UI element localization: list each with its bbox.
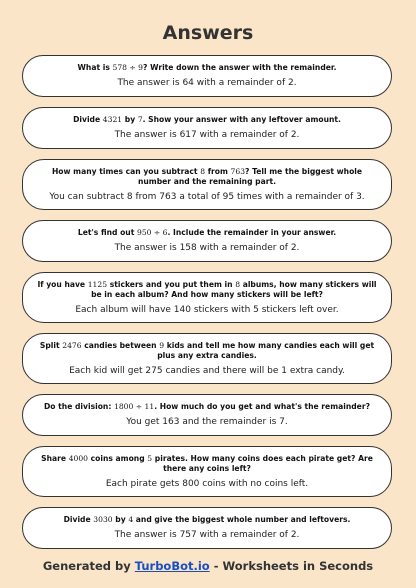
answer-text: The answer is 757 with a remainder of 2. [114, 530, 300, 540]
answer-card [22, 107, 392, 149]
answer-text: The answer is 64 with a remainder of 2. [117, 78, 297, 88]
question-text: Split 2476 candies between 9 kids and tell me how many candies each will get plus any extra candies. [39, 340, 375, 360]
answer-text: You can subtract 8 from 763 a total of 95 times with a remainder of 3. [49, 191, 365, 202]
answer-text: The answer is 158 with a remainder of 2. [114, 243, 300, 253]
answer-card [22, 507, 392, 549]
answer-text: Each pirate gets 800 coins with no coins left. [105, 478, 309, 489]
answer-card [22, 333, 392, 384]
question-text: If you have 1125 stickers and you put them in 8 albums, how many stickers will be in each album? And how many stickers will be left? [37, 279, 377, 299]
question-text: Divide 4321 by 7. Show your answer with any leftover amount. [73, 115, 341, 124]
answer-card [22, 394, 392, 436]
question-text: Share 4000 coins among 5 pirates. How many coins does each pirate get? Are there any coins left? [41, 453, 373, 473]
question-text: What is 578 ÷ 9? Write down the answer with the remainder. [77, 63, 337, 72]
answer-card [22, 55, 392, 97]
answer-text: You get 163 and the remainder is 7. [126, 417, 288, 427]
answer-list [22, 55, 392, 559]
answer-card [22, 446, 392, 497]
question-text: Divide 3030 by 4 and give the biggest whole number and leftovers. [63, 515, 351, 524]
answer-card [22, 220, 392, 262]
footer: Generated by TurboBot.io - Worksheets in Seconds [42, 559, 374, 573]
question-text: Let's find out 950 ÷ 6. Include the remainder in your answer. [77, 228, 337, 237]
answer-card [22, 159, 392, 210]
answer-text: Each kid will get 275 candies and there will be 1 extra candy. [69, 365, 345, 376]
question-text: How many times can you subtract 8 from 763? Tell me the biggest whole number and the remaining part. [51, 166, 363, 186]
answer-card [22, 272, 392, 323]
answer-text: The answer is 617 with a remainder of 2. [114, 130, 300, 140]
question-text: Do the division: 1800 ÷ 11. How much do you get and what's the remainder? [44, 402, 370, 411]
turbobot-link[interactable]: TurboBot.io [134, 559, 210, 573]
page-title: Answers [162, 22, 254, 44]
answer-text: Each album will have 140 stickers with 5 stickers left over. [75, 304, 339, 315]
